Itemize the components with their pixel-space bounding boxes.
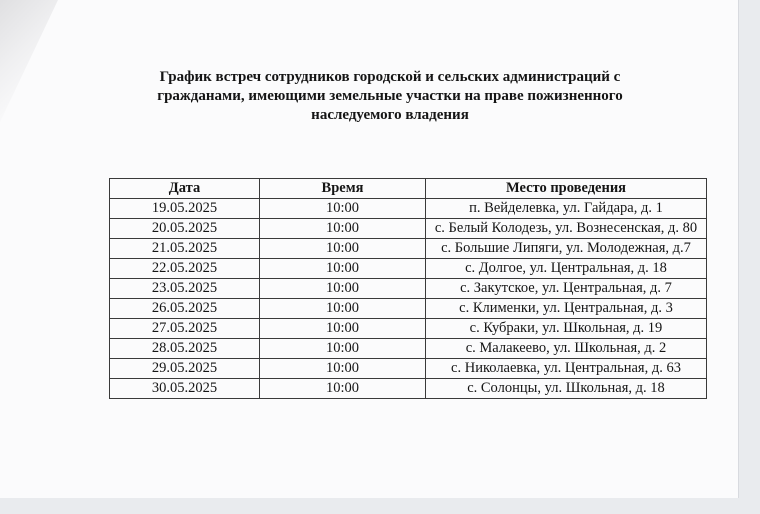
cell-place: п. Вейделевка, ул. Гайдара, д. 1 — [426, 199, 707, 219]
table-row — [110, 219, 707, 239]
cell-date: 23.05.2025 — [110, 279, 260, 299]
cell-time: 10:00 — [260, 199, 426, 219]
cell-place: с. Белый Колодезь, ул. Вознесенская, д. 80 — [426, 219, 707, 239]
header-time: Время — [260, 179, 426, 199]
table-row — [110, 199, 707, 219]
table-row — [110, 259, 707, 279]
cell-place: с. Долгое, ул. Центральная, д. 18 — [426, 259, 707, 279]
header-date: Дата — [110, 179, 260, 199]
cell-place: с. Солонцы, ул. Школьная, д. 18 — [426, 379, 707, 399]
table-row — [110, 239, 707, 259]
cell-time: 10:00 — [260, 319, 426, 339]
header-place: Место проведения — [426, 179, 707, 199]
cell-date: 20.05.2025 — [110, 219, 260, 239]
cell-date: 28.05.2025 — [110, 339, 260, 359]
cell-place: с. Клименки, ул. Центральная, д. 3 — [426, 299, 707, 319]
cell-place: с. Закутское, ул. Центральная, д. 7 — [426, 279, 707, 299]
cell-date: 30.05.2025 — [110, 379, 260, 399]
cell-date: 19.05.2025 — [110, 199, 260, 219]
cell-place: с. Большие Липяги, ул. Молодежная, д.7 — [426, 239, 707, 259]
cell-time: 10:00 — [260, 299, 426, 319]
cell-place: с. Николаевка, ул. Центральная, д. 63 — [426, 359, 707, 379]
schedule-table — [109, 178, 707, 399]
cell-date: 27.05.2025 — [110, 319, 260, 339]
cell-time: 10:00 — [260, 279, 426, 299]
table-row — [110, 339, 707, 359]
cell-date: 29.05.2025 — [110, 359, 260, 379]
cell-place: с. Малакеево, ул. Школьная, д. 2 — [426, 339, 707, 359]
table-row — [110, 299, 707, 319]
cell-time: 10:00 — [260, 379, 426, 399]
cell-place: с. Кубраки, ул. Школьная, д. 19 — [426, 319, 707, 339]
table-row — [110, 379, 707, 399]
cell-time: 10:00 — [260, 359, 426, 379]
cell-date: 22.05.2025 — [110, 259, 260, 279]
cell-time: 10:00 — [260, 259, 426, 279]
cell-date: 21.05.2025 — [110, 239, 260, 259]
table-header-row — [110, 179, 707, 199]
cell-time: 10:00 — [260, 339, 426, 359]
table-row — [110, 359, 707, 379]
table-row — [110, 319, 707, 339]
folded-corner-shadow — [0, 0, 58, 122]
cell-time: 10:00 — [260, 219, 426, 239]
table-row — [110, 279, 707, 299]
cell-date: 26.05.2025 — [110, 299, 260, 319]
document-title: График встреч сотрудников городской и сельских администраций с гражданами, имеющими земельные участки на праве пожизненного наследуемого владения — [157, 69, 623, 123]
cell-time: 10:00 — [260, 239, 426, 259]
